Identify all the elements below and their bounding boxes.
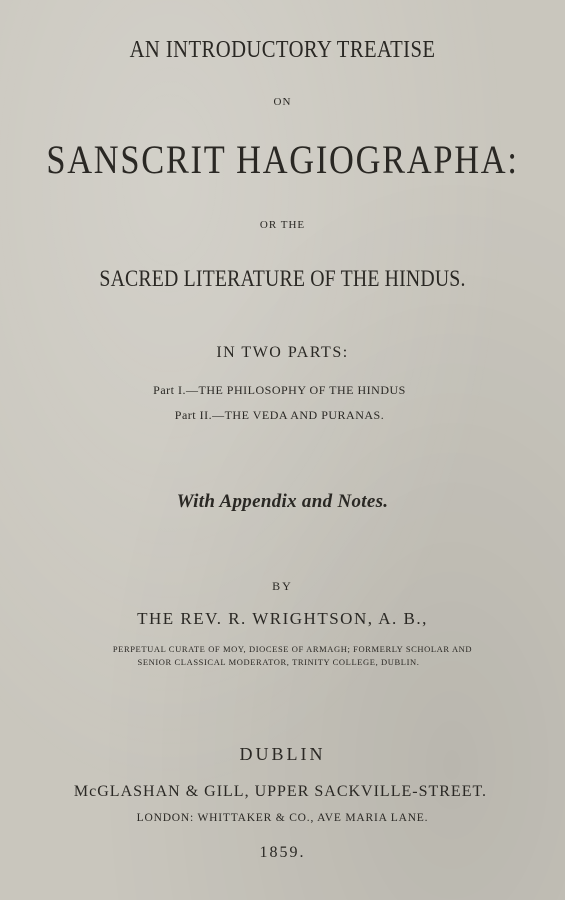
subtitle: SACRED LITERATURE OF THE HINDUS.: [99, 266, 466, 291]
title-line-1: AN INTRODUCTORY TREATISE: [129, 37, 436, 63]
alternate-title-connector: OR THE: [259, 219, 306, 231]
appendix-note: With Appendix and Notes.: [176, 491, 389, 512]
by-label: BY: [272, 579, 293, 593]
author-name: THE REV. R. WRIGHTSON, A. B.,: [137, 609, 428, 628]
author-credentials-line-2: SENIOR CLASSICAL MODERATOR, TRINITY COLLEGE, DUBLIN.: [137, 657, 420, 667]
main-title: SANSCRIT HAGIOGRAPHA:: [46, 137, 519, 182]
publication-year: 1859.: [259, 844, 306, 861]
publisher: McGLASHAN & GILL, UPPER SACKVILLE-STREET.: [73, 783, 488, 800]
london-agent: LONDON: WHITTAKER & CO., AVE MARIA LANE.: [136, 812, 429, 824]
part-1-description: Part I.—THE PHILOSOPHY OF THE HINDUS: [153, 383, 406, 397]
publication-city: DUBLIN: [239, 744, 326, 764]
title-connector: ON: [273, 96, 292, 108]
author-credentials-line-1: PERPETUAL CURATE OF MOY, DIOCESE OF ARMAGH; FORMERLY SCHOLAR AND: [112, 644, 473, 654]
parts-heading: IN TWO PARTS:: [216, 344, 349, 361]
part-2-description: Part II.—THE VEDA AND PURANAS.: [174, 408, 385, 422]
